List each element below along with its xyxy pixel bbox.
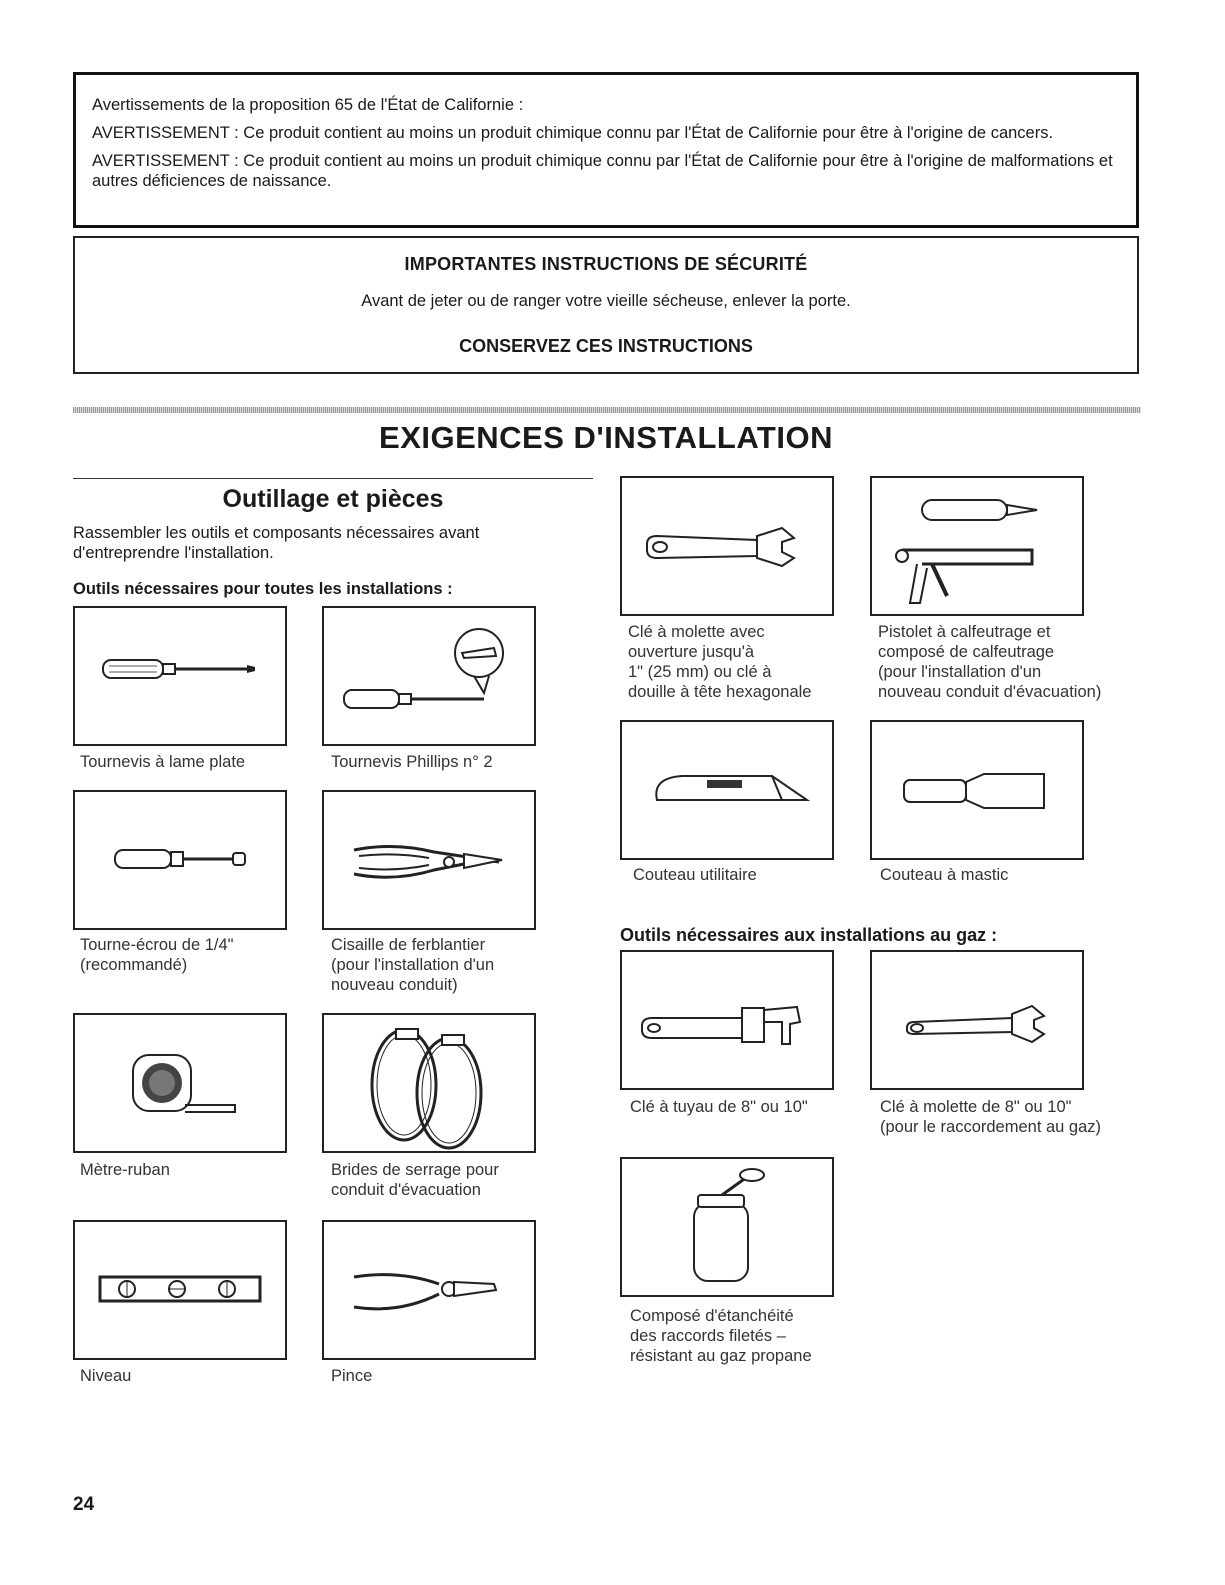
gas-wrench-caption: Clé à molette de 8" ou 10" (pour le raccordement au gaz) [880, 1098, 1102, 1136]
utility-knife-figure [620, 720, 834, 860]
phillips-screwdriver-figure [322, 606, 536, 746]
tin-snips-caption: Cisaille de ferblantier (pour l'installation d'un nouveau conduit) [331, 936, 495, 994]
caulking-gun-figure [870, 476, 1084, 616]
safety-title: IMPORTANTES INSTRUCTIONS DE SÉCURITÉ [404, 254, 808, 274]
utility-knife-icon [622, 722, 832, 858]
warning-birth-defects: AVERTISSEMENT : Ce produit contient au moins un produit chimique connu par l'État de Californie pour être à l'origine de malformations et autres déficiences de naissance. [92, 152, 1113, 190]
pipe-wrench-figure [620, 950, 834, 1090]
adjustable-wrench-gas-icon [872, 952, 1082, 1088]
pipe-wrench-caption: Clé à tuyau de 8" ou 10" [630, 1098, 808, 1116]
warning-heading: Avertissements de la proposition 65 de l'État de Californie : [92, 96, 524, 114]
utility-knife-caption: Couteau utilitaire [633, 866, 757, 884]
nut-driver-icon [75, 792, 285, 928]
caulking-gun-icon [872, 478, 1082, 614]
pliers-figure [322, 1220, 536, 1360]
pipe-sealant-caption: Composé d'étanchéité des raccords filetés – résistant au gaz propane [630, 1307, 812, 1365]
section-title: Outillage et pièces [222, 485, 444, 513]
tape-measure-caption: Mètre-ruban [80, 1161, 170, 1179]
flat-screwdriver-icon [75, 608, 285, 744]
section-intro: Rassembler les outils et composants nécessaires avant d'entreprendre l'installation. [73, 524, 480, 562]
level-figure [73, 1220, 287, 1360]
nut-driver-figure [73, 790, 287, 930]
putty-knife-caption: Couteau à mastic [880, 866, 1009, 884]
adjustable-wrench-caption: Clé à molette avec ouverture jusqu'à 1" (25 mm) ou clé à douille à tête hexagonale [628, 623, 812, 701]
gas-wrench-figure [870, 950, 1084, 1090]
warning-cancer: AVERTISSEMENT : Ce produit contient au moins un produit chimique connu par l'État de Californie pour être à l'origine de cancers. [92, 124, 1054, 142]
pipe-wrench-icon [622, 952, 832, 1088]
safety-text: Avant de jeter ou de ranger votre vieille sécheuse, enlever la porte. [361, 292, 851, 310]
section-divider [73, 407, 1141, 413]
adjustable-wrench-icon [622, 478, 832, 614]
vent-clamps-caption: Brides de serrage pour conduit d'évacuation [331, 1161, 499, 1199]
safety-keep-instructions: CONSERVEZ CES INSTRUCTIONS [459, 336, 753, 356]
putty-knife-icon [872, 722, 1082, 858]
tape-measure-icon [75, 1015, 285, 1151]
level-caption: Niveau [80, 1367, 132, 1385]
pipe-sealant-icon [622, 1159, 832, 1295]
tin-snips-icon [324, 792, 534, 928]
prop65-warning-box [73, 72, 1139, 228]
phillips-caption: Tournevis Phillips n° 2 [331, 753, 493, 771]
vent-clamps-icon [324, 1015, 534, 1151]
all-tools-heading: Outils nécessaires pour toutes les installations : [73, 580, 453, 598]
adjustable-wrench-figure [620, 476, 834, 616]
pipe-sealant-figure [620, 1157, 834, 1297]
phillips-screwdriver-icon [324, 608, 534, 744]
page-number: 24 [73, 1494, 95, 1515]
caulking-gun-caption: Pistolet à calfeutrage et composé de calfeutrage (pour l'installation d'un nouveau conduit d'évacuation) [878, 623, 1102, 701]
tin-snips-figure [322, 790, 536, 930]
page-title: EXIGENCES D'INSTALLATION [379, 420, 833, 455]
gas-tools-heading: Outils nécessaires aux installations au gaz : [620, 925, 998, 945]
nut-driver-caption: Tourne-écrou de 1/4" (recommandé) [80, 936, 234, 974]
flat-screwdriver-figure [73, 606, 287, 746]
vent-clamps-figure [322, 1013, 536, 1153]
flat-screwdriver-caption: Tournevis à lame plate [80, 753, 246, 771]
level-icon [75, 1222, 285, 1358]
tape-measure-figure [73, 1013, 287, 1153]
pliers-caption: Pince [331, 1367, 373, 1385]
section-rule [73, 478, 593, 479]
putty-knife-figure [870, 720, 1084, 860]
pliers-icon [324, 1222, 534, 1358]
